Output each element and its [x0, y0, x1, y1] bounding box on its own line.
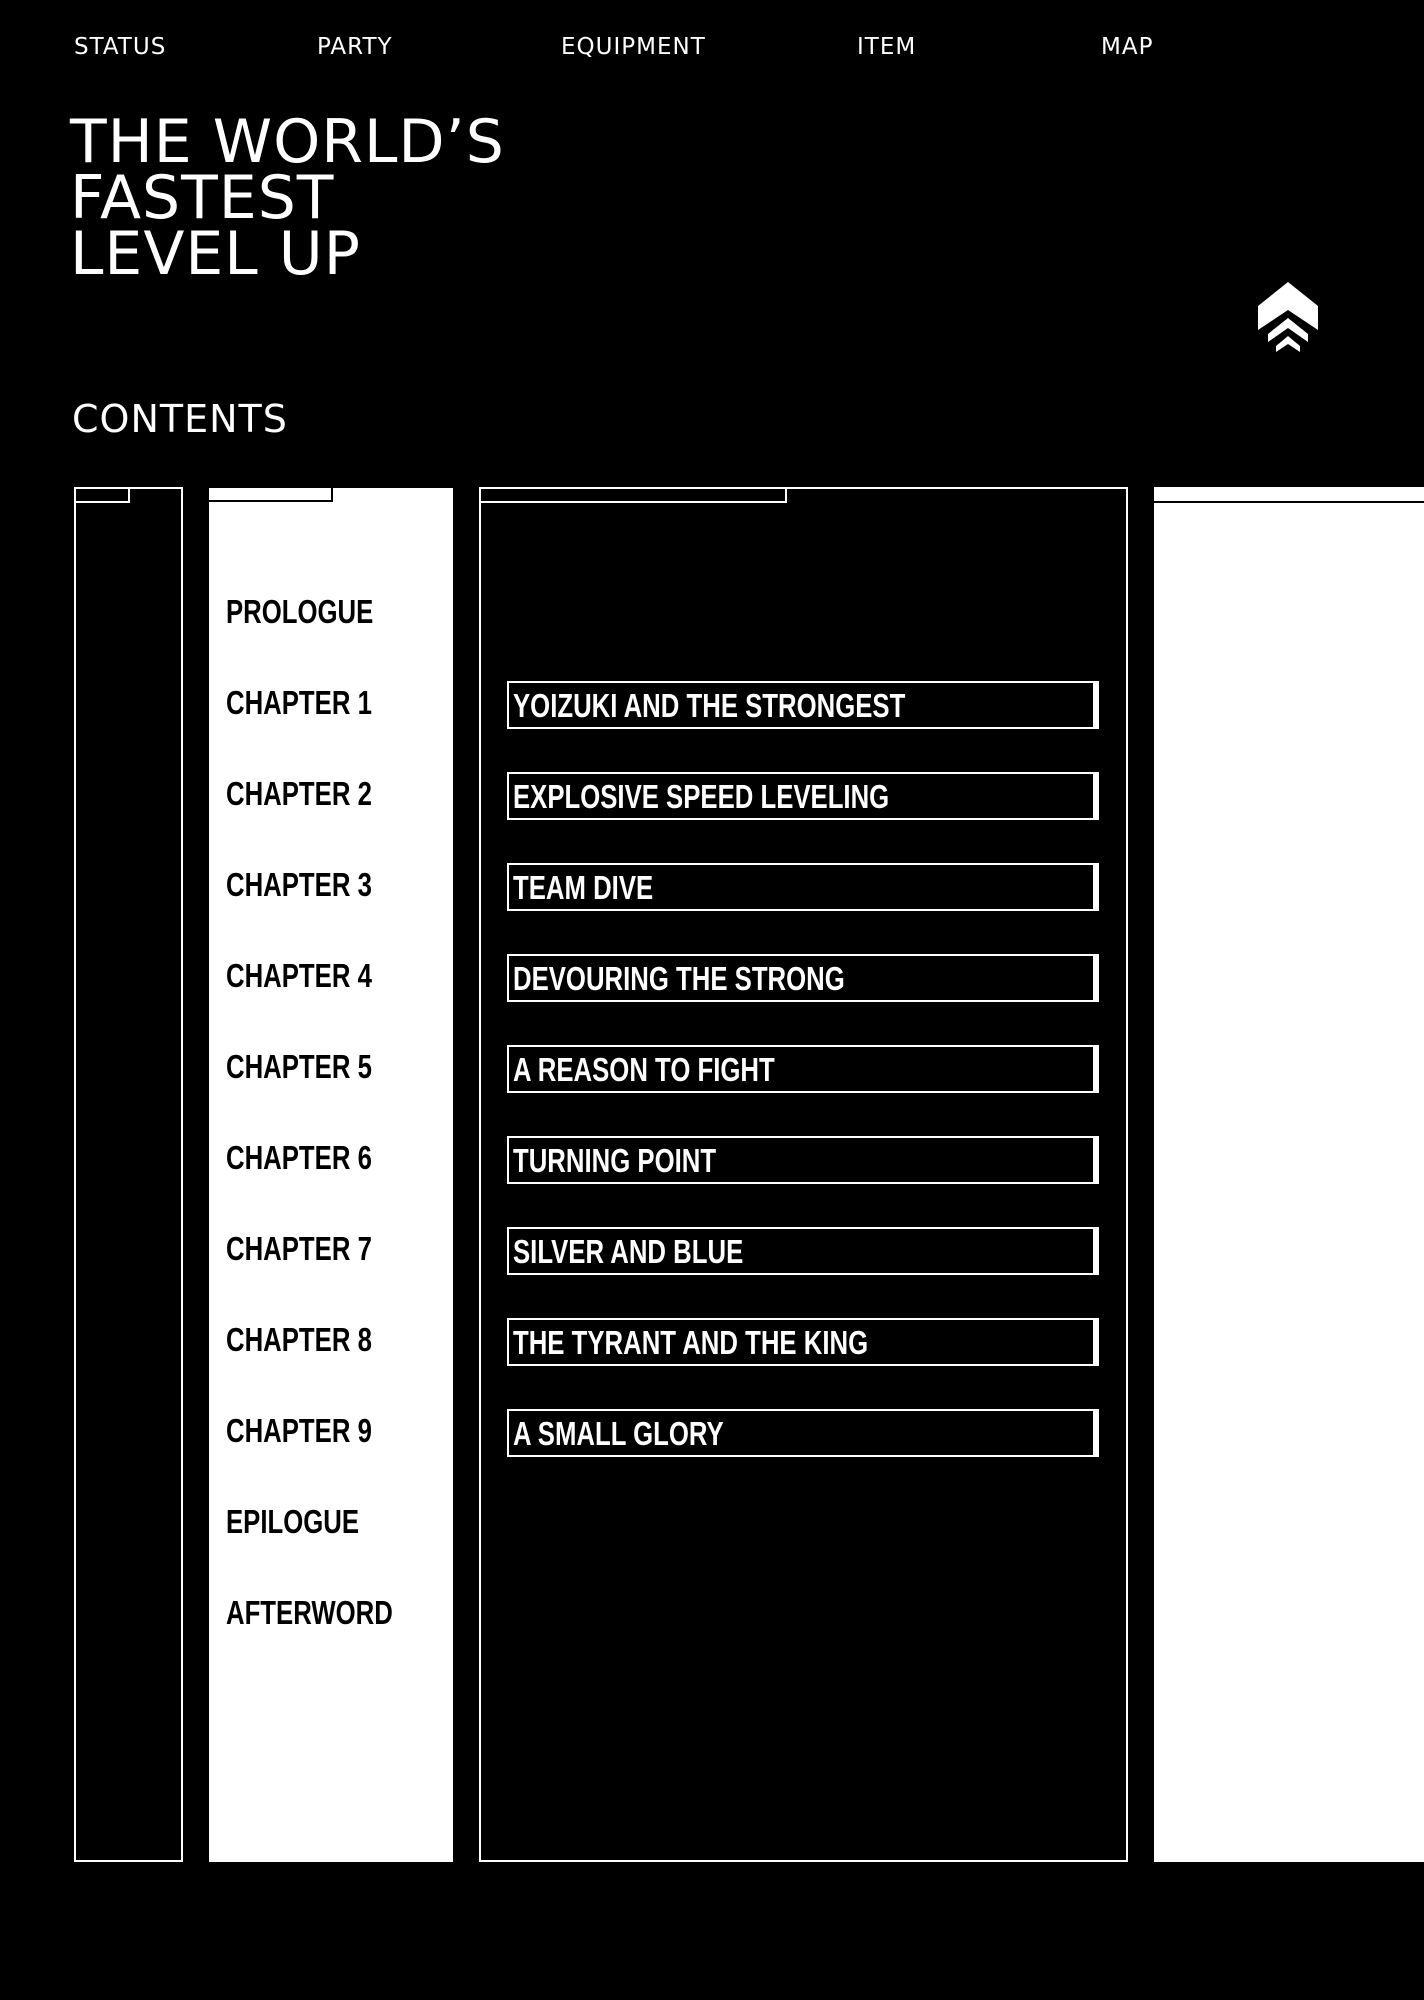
menu-item-status[interactable]: STATUS: [74, 34, 167, 60]
chapter-title-text: YOIZUKI AND THE STRONGEST: [513, 687, 906, 724]
book-title-line-2: FASTEST: [70, 163, 335, 233]
chapter-title-text: TEAM DIVE: [513, 869, 654, 906]
chapter-title-bar-2[interactable]: [507, 772, 1099, 820]
panel-tab: [209, 488, 333, 502]
chapter-label-prologue[interactable]: PROLOGUE: [226, 593, 374, 630]
top-menu: [0, 0, 1424, 80]
chapter-title-text: EXPLOSIVE SPEED LEVELING: [513, 778, 890, 815]
chapter-title-bar-8[interactable]: [507, 1318, 1099, 1366]
chapter-label-9[interactable]: CHAPTER 9: [226, 1412, 372, 1449]
chapter-title-bar-1[interactable]: [507, 681, 1099, 729]
chapter-label-6[interactable]: CHAPTER 6: [226, 1139, 372, 1176]
chapter-titles-panel: [479, 487, 1128, 1862]
chapter-title-text: A SMALL GLORY: [513, 1415, 724, 1452]
menu-item-equipment[interactable]: EQUIPMENT: [561, 34, 706, 60]
panel-tab: [481, 489, 787, 503]
book-title: [70, 107, 505, 289]
chapter-title-text: A REASON TO FIGHT: [513, 1051, 775, 1088]
chapter-label-3[interactable]: CHAPTER 3: [226, 866, 372, 903]
chapter-list-panel: [209, 488, 453, 1862]
menu-item-item[interactable]: ITEM: [857, 34, 917, 60]
chapter-label-8[interactable]: CHAPTER 8: [226, 1321, 372, 1358]
book-title-line-1: THE WORLD’S: [70, 107, 505, 177]
chapter-label-4[interactable]: CHAPTER 4: [226, 957, 372, 994]
chapter-title-text: TURNING POINT: [513, 1142, 717, 1179]
chapter-title-bar-4[interactable]: [507, 954, 1099, 1002]
menu-item-map[interactable]: MAP: [1101, 34, 1154, 60]
chapter-title-text: SILVER AND BLUE: [513, 1233, 744, 1270]
chapter-title-bar-3[interactable]: [507, 863, 1099, 911]
panel-tab: [76, 489, 130, 503]
chapter-title-text: DEVOURING THE STRONG: [513, 960, 845, 997]
chapter-label-7[interactable]: CHAPTER 7: [226, 1230, 372, 1267]
chapter-label-afterword[interactable]: AFTERWORD: [226, 1594, 393, 1631]
left-frame-panel: [74, 487, 183, 1862]
panel-tab: [1154, 501, 1424, 503]
chapter-label-2[interactable]: CHAPTER 2: [226, 775, 372, 812]
chevron-up-emblem-icon: [1256, 280, 1320, 362]
chapter-label-1[interactable]: CHAPTER 1: [226, 684, 372, 721]
chapter-title-text: THE TYRANT AND THE KING: [513, 1324, 869, 1361]
chapter-title-bar-5[interactable]: [507, 1045, 1099, 1093]
book-title-line-3: LEVEL UP: [70, 219, 361, 289]
contents-heading: CONTENTS: [72, 397, 288, 441]
chapter-title-bar-7[interactable]: [507, 1227, 1099, 1275]
chapter-title-bar-9[interactable]: [507, 1409, 1099, 1457]
menu-item-party[interactable]: PARTY: [317, 34, 393, 60]
chapter-label-5[interactable]: CHAPTER 5: [226, 1048, 372, 1085]
right-frame-panel: [1154, 487, 1424, 1862]
chapter-title-bar-6[interactable]: [507, 1136, 1099, 1184]
chapter-label-epilogue[interactable]: EPILOGUE: [226, 1503, 360, 1540]
